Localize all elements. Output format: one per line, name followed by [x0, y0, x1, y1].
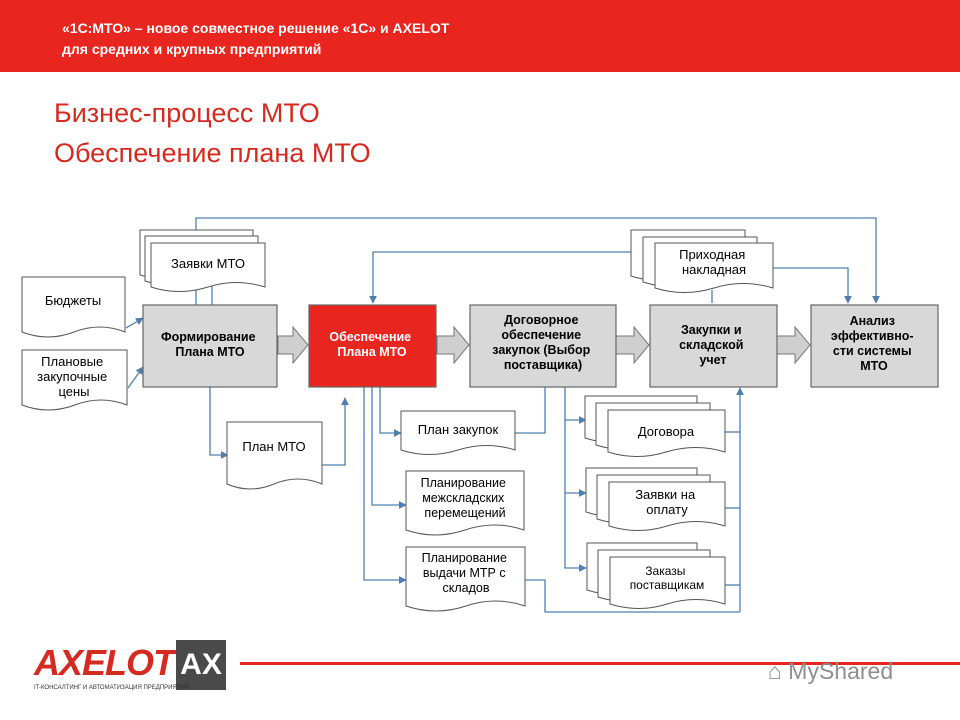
- connector-budgets-to-forming: [126, 318, 143, 328]
- label-receipt: Приходная накладная: [679, 247, 747, 277]
- slide-title-line-2: Обеспечение плана МТО: [54, 138, 371, 168]
- flow-arrow-3: [616, 327, 649, 363]
- flow-arrow-2: [437, 327, 469, 363]
- label-process-purchases: Закупки и складской учет: [679, 323, 744, 367]
- connector-purchase-plan-to-contract: [515, 387, 545, 433]
- flow-arrow-1: [278, 327, 308, 363]
- label-plan-mto: План МТО: [242, 439, 306, 454]
- label-budgets: Бюджеты: [44, 293, 102, 308]
- documents: [22, 230, 773, 611]
- header-line-2: для средних и крупных предприятий: [62, 41, 322, 57]
- label-supplier-orders: Заказы поставщикам: [629, 564, 705, 592]
- label-purchase-plan: План закупок: [417, 422, 499, 437]
- connector-contract-to-orders: [565, 493, 586, 568]
- doc-plan-mto: [227, 422, 322, 489]
- label-prices: Плановые закупочные цены: [37, 354, 108, 399]
- logo-text: AXELOT: [34, 642, 175, 683]
- header-line-1: «1С:МТО» – новое совместное решение «1С» и AXELOT: [62, 20, 450, 36]
- watermark: [768, 658, 893, 685]
- connector-providing-to-purchase-plan: [380, 387, 401, 433]
- label-payment-requests: Заявки на оплату: [635, 487, 696, 517]
- label-transfers: Планирование межскладских перемещений: [420, 476, 506, 520]
- axelot-logo: [32, 640, 228, 696]
- connector-prices-to-forming: [128, 367, 143, 388]
- label-process-forming: Формирование Плана МТО: [160, 330, 256, 359]
- connector-plan-to-providing: [322, 398, 345, 465]
- connector-providing-to-issue: [364, 387, 406, 580]
- slide-title-line-1: Бизнес-процесс МТО: [54, 98, 320, 128]
- connector-forming-to-analysis: [196, 218, 876, 305]
- label-contracts: Договора: [637, 424, 695, 439]
- connector-contract-to-payments: [565, 420, 586, 493]
- flow-arrow-4: [777, 327, 810, 363]
- label-requests-mto: Заявки МТО: [171, 256, 245, 271]
- watermark-text: MyShared: [788, 658, 894, 684]
- label-issue: Планирование выдачи МТР с складов: [421, 551, 507, 595]
- connector-contract-to-contracts: [565, 387, 586, 420]
- logo-mark: AX: [176, 640, 226, 690]
- label-process-providing: Обеспечение Плана МТО: [329, 330, 412, 359]
- presentation-icon: ⌂: [768, 658, 789, 684]
- logo-subtitle: IT-КОНСАЛТИНГ И АВТОМАТИЗАЦИЯ ПРЕДПРИЯТИЙ: [34, 685, 190, 691]
- connector-forming-to-plan: [210, 387, 228, 455]
- label-process-contract: Договорное обеспечение закупок (Выбор поставщика): [492, 313, 591, 372]
- label-process-analysis: Анализ эффективно- сти системы МТО: [830, 314, 914, 373]
